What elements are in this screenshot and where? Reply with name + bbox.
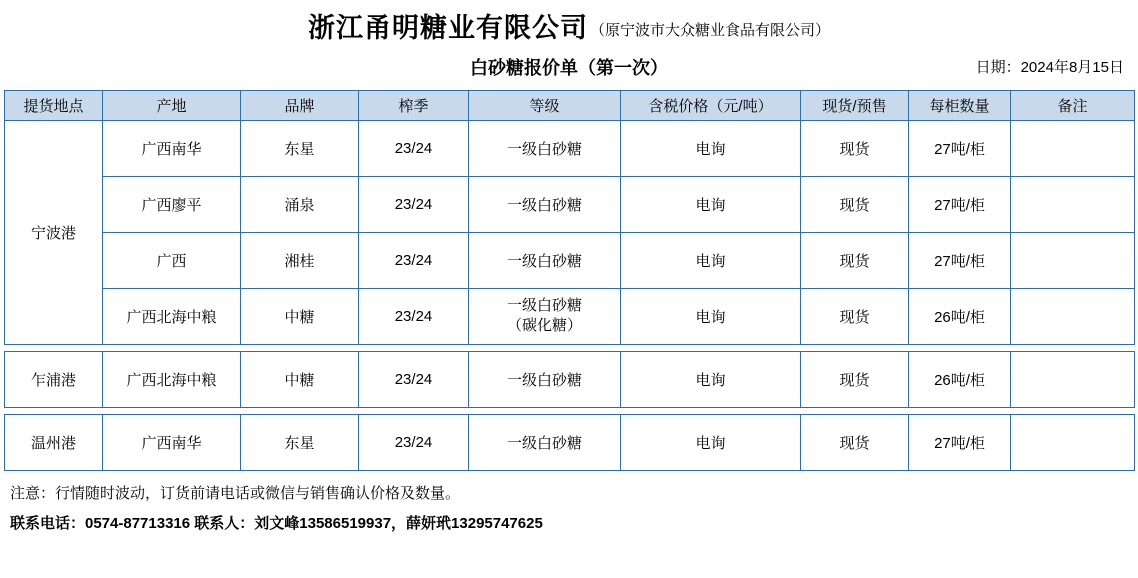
cell-stock-status: 现货 [801, 414, 909, 470]
cell-pickup-location: 乍浦港 [5, 351, 103, 407]
table-row [5, 351, 1135, 407]
cell-origin: 广西南华 [103, 414, 241, 470]
cell-brand: 湘桂 [241, 232, 359, 288]
table-row [5, 232, 1135, 288]
cell-season: 23/24 [359, 351, 469, 407]
cell-remark [1011, 288, 1135, 344]
cell-grade: 一级白砂糖 [469, 120, 621, 176]
cell-brand: 涌泉 [241, 176, 359, 232]
column-header-stock-status: 现货/预售 [801, 90, 909, 120]
footer-notes [10, 479, 1134, 539]
column-header-origin: 产地 [103, 90, 241, 120]
cell-remark [1011, 414, 1135, 470]
cell-stock-status: 现货 [801, 120, 909, 176]
cell-origin: 广西南华 [103, 120, 241, 176]
column-header-season: 榨季 [359, 90, 469, 120]
cell-stock-status: 现货 [801, 288, 909, 344]
cell-season: 23/24 [359, 120, 469, 176]
table-row [5, 120, 1135, 176]
group-spacer [5, 344, 1135, 351]
cell-stock-status: 现货 [801, 351, 909, 407]
cell-price: 电询 [621, 414, 801, 470]
table-header-row [5, 90, 1135, 120]
cell-stock-status: 现货 [801, 176, 909, 232]
cell-grade: 一级白砂糖 [469, 351, 621, 407]
cell-origin: 广西廖平 [103, 176, 241, 232]
cell-remark [1011, 120, 1135, 176]
cell-quantity: 27吨/柜 [909, 414, 1011, 470]
document-header [0, 0, 1138, 80]
cell-grade: 一级白砂糖 [469, 176, 621, 232]
company-title-line [0, 14, 1138, 44]
cell-quantity: 27吨/柜 [909, 176, 1011, 232]
cell-brand: 中糖 [241, 288, 359, 344]
group-spacer [5, 407, 1135, 414]
note-warning: 注意：行情随时波动，订货前请电话或微信与销售确认价格及数量。 [10, 484, 461, 502]
cell-origin: 广西北海中粮 [103, 288, 241, 344]
cell-remark [1011, 351, 1135, 407]
cell-brand: 中糖 [241, 351, 359, 407]
cell-price: 电询 [621, 120, 801, 176]
cell-price: 电询 [621, 232, 801, 288]
table-row [5, 414, 1135, 470]
column-header-quantity: 每柜数量 [909, 90, 1011, 120]
cell-pickup-location: 宁波港 [5, 120, 103, 344]
cell-quantity: 27吨/柜 [909, 232, 1011, 288]
column-header-brand: 品牌 [241, 90, 359, 120]
document-subtitle: 白砂糖报价单（第一次） [470, 57, 668, 78]
cell-price: 电询 [621, 176, 801, 232]
table-row [5, 176, 1135, 232]
subtitle-row [0, 56, 1138, 80]
cell-grade: 一级白砂糖 [469, 232, 621, 288]
cell-grade-line1: 一级白砂糖 [506, 296, 582, 314]
note-contact: 联系电话：0574-87713316 联系人：刘文峰13586519937，薛妍玳13295747625 [10, 514, 543, 532]
cell-price: 电询 [621, 351, 801, 407]
cell-season: 23/24 [359, 414, 469, 470]
company-subtitle: （原宁波市大众糖业食品有限公司） [589, 22, 830, 39]
cell-pickup-location: 温州港 [5, 414, 103, 470]
cell-price: 电询 [621, 288, 801, 344]
cell-quantity: 26吨/柜 [909, 351, 1011, 407]
cell-brand: 东星 [241, 414, 359, 470]
cell-season: 23/24 [359, 176, 469, 232]
cell-season: 23/24 [359, 288, 469, 344]
column-header-price: 含税价格（元/吨） [621, 90, 801, 120]
cell-season: 23/24 [359, 232, 469, 288]
table-body [5, 120, 1135, 470]
cell-remark [1011, 232, 1135, 288]
document-date: 日期：2024年8月15日 [975, 58, 1124, 76]
cell-brand: 东星 [241, 120, 359, 176]
company-title: 浙江甬明糖业有限公司 [307, 13, 588, 43]
cell-remark [1011, 176, 1135, 232]
cell-origin: 广西北海中粮 [103, 351, 241, 407]
column-header-grade: 等级 [469, 90, 621, 120]
column-header-remark: 备注 [1011, 90, 1135, 120]
cell-quantity: 27吨/柜 [909, 120, 1011, 176]
cell-grade [469, 288, 621, 344]
cell-stock-status: 现货 [801, 232, 909, 288]
cell-quantity: 26吨/柜 [909, 288, 1011, 344]
price-table [4, 90, 1135, 471]
column-header-pickup-location: 提货地点 [5, 90, 103, 120]
cell-grade: 一级白砂糖 [469, 414, 621, 470]
table-row [5, 288, 1135, 344]
cell-grade-line2: （碳化糖） [506, 317, 582, 335]
cell-origin: 广西 [103, 232, 241, 288]
